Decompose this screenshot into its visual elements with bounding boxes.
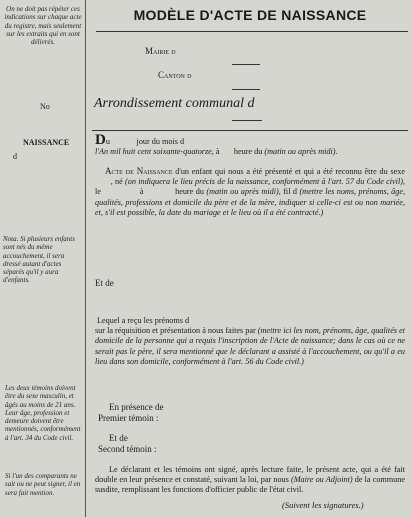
et-de-second-label: Et de [109,433,128,443]
acte-paragraph: Acte de Naissance d'un enfant qui nous a été présenté et qui a été reconnu être du sexe , né (on indiquera le lieu précis de la naissance, conformément à l'art. 57 du Code civil), le à heure du (matin ou après midi), fil d (mettre les noms, prénoms, âge, qualités, professions et domicile du père et de la mère, indiquer si celle-ci est ou non mariée, et, s'il est possible, la date du mariage et le lieu où il a été contracté.) [95,166,406,217]
side-note-temoins: Les deux témoins doivent être du sexe masculin, et âgés au moins de 21 ans. Leur âge, profession et demeure doivent être mentionnés, conformément à l'art. 34 du Code civil. [5,384,81,442]
prenoms-paragraph: Lequel a reçu les prénoms d sur la réquisition et présentation à nous faites par (mettre ici les nom, prénoms, âge, qualités et domicile de la personne qui a requis l'inscription de l'Acte de naissance; dans le cas où ce ne serait pas le père, il sera mentionné que le déclarant a assisté à l'accouchement, ou qu'il a eu lieu dans son domicile, conformément à l'art. 56 du Code civil.) [95,316,406,366]
closing-paragraph: Le déclarant et les témoins ont signé, après lecture faite, le présent acte, qui a été fait double en leur présence et constaté, suivant la loi, par nous (Maire ou Adjoint) de la commune susdite, remplissant les fonctions d'officier public de l'état civil. [95,465,405,495]
side-note-nota: Nota. Si plusieurs enfants sont nés du même accouchement, il sera dressé autant d'actes séparés qu'il y aura d'enfants. [3,235,75,285]
canton-blank [232,89,260,90]
side-note-signature: Si l'un des comparants ne sait ou ne peut signer, il en sera fait mention. [5,472,81,497]
date-paragraph: Du jour du mois d l'An mil huit cent soixante-quatorze, à heure du (matin ou après midi). [95,132,338,157]
title-rule [96,31,408,32]
signatures-note: (Suivent les signatures.) [282,500,364,510]
naissance-d-label: d [13,152,17,161]
naissance-label: NAISSANCE [23,138,70,147]
premier-temoin-label: Premier témoin : [98,413,159,423]
arrondissement-label: Arrondissement communal d [94,96,255,111]
numero-label: No [40,102,50,111]
et-de-label: Et de [95,278,114,288]
arrondissement-blank [232,120,262,121]
section-rule [92,130,408,131]
margin-rule [85,0,86,517]
document-title: MODÈLE D'ACTE DE NAISSANCE [133,7,367,23]
second-temoin-label: Second témoin : [98,444,157,454]
presence-label: En présence de [109,402,164,412]
canton-label: Canton d [158,70,192,80]
mairie-label: Mairie d [145,46,176,56]
side-note-top: On ne doit pas répéter ces indications sur chaque acte du registre, mais seulement sur les extraits qui en sont délivrés. [4,5,82,47]
drop-capital: D [95,132,106,148]
mairie-blank [232,64,260,65]
